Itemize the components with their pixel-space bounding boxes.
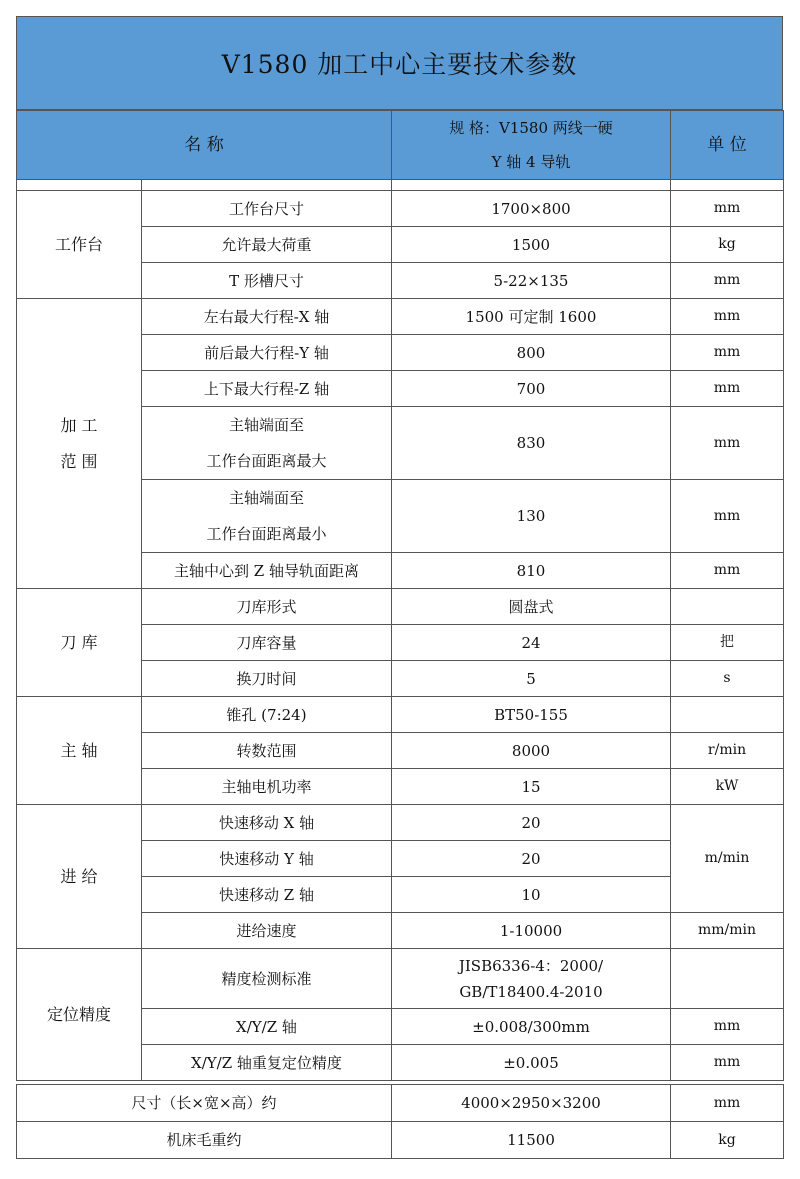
item-cell: 主轴中心到 Z 轴导轨面距离 (142, 553, 392, 589)
value-cell (392, 949, 671, 1009)
table-row (17, 191, 784, 227)
page-title: V1580 加工中心主要技术参数 (16, 16, 783, 110)
group-range-line2: 范 围 (60, 451, 98, 471)
unit-cell: 把 (671, 625, 784, 661)
value-cell: 20 (392, 805, 671, 841)
unit-cell: m/min (671, 805, 784, 913)
item-cell: 精度检测标准 (142, 949, 392, 1009)
table-row (17, 299, 784, 335)
group-spindle: 主 轴 (17, 697, 142, 805)
value-cell: 130 (392, 480, 671, 553)
unit-cell: mm (671, 191, 784, 227)
unit-cell: mm (671, 1009, 784, 1045)
item-line2: 工作台面距离最小 (206, 525, 327, 543)
item-cell (142, 407, 392, 480)
value-cell: 1-10000 (392, 913, 671, 949)
item-line1: 主轴端面至 (228, 489, 304, 507)
item-line1: 主轴端面至 (228, 416, 304, 434)
spec-sheet (16, 16, 783, 1159)
item-cell: 进给速度 (142, 913, 392, 949)
item-line2: 工作台面距离最大 (206, 452, 327, 470)
value-cell: 1500 可定制 1600 (392, 299, 671, 335)
unit-cell: s (671, 661, 784, 697)
value-cell: 810 (392, 553, 671, 589)
unit-cell: kW (671, 769, 784, 805)
unit-cell: mm (671, 263, 784, 299)
value-cell: 24 (392, 625, 671, 661)
value-cell: 5-22×135 (392, 263, 671, 299)
item-cell: 锥孔 (7:24) (142, 697, 392, 733)
unit-cell: r/min (671, 733, 784, 769)
table-row (17, 589, 784, 625)
value-cell: 4000×2950×3200 (392, 1085, 671, 1122)
spec-table (16, 110, 784, 1081)
unit-cell: mm (671, 299, 784, 335)
table-row (17, 805, 784, 841)
unit-cell: mm (671, 371, 784, 407)
spacer-row (17, 180, 784, 191)
item-cell: 刀库形式 (142, 589, 392, 625)
unit-cell: mm (671, 335, 784, 371)
footer-table (16, 1084, 784, 1159)
item-cell: 快速移动 X 轴 (142, 805, 392, 841)
header-spec-line1: 规 格：V1580 两线一硬 (449, 119, 613, 137)
item-cell: 刀库容量 (142, 625, 392, 661)
header-spec-line2: Y 轴 4 导轨 (491, 153, 571, 171)
value-cell: 圆盘式 (392, 589, 671, 625)
value-cell: BT50-155 (392, 697, 671, 733)
item-cell: 允许最大荷重 (142, 227, 392, 263)
unit-cell: mm/min (671, 913, 784, 949)
group-range (17, 299, 142, 589)
table-row (17, 1122, 784, 1159)
item-cell: 左右最大行程-X 轴 (142, 299, 392, 335)
value-line2: GB/T18400.4-2010 (459, 982, 603, 1001)
item-cell: 上下最大行程-Z 轴 (142, 371, 392, 407)
item-cell (142, 480, 392, 553)
group-range-line1: 加 工 (60, 415, 98, 435)
value-cell: ±0.005 (392, 1045, 671, 1081)
value-cell: 15 (392, 769, 671, 805)
value-cell: 830 (392, 407, 671, 480)
item-cell: 转数范围 (142, 733, 392, 769)
group-magazine: 刀 库 (17, 589, 142, 697)
value-cell: 5 (392, 661, 671, 697)
item-cell: 工作台尺寸 (142, 191, 392, 227)
value-cell: 800 (392, 335, 671, 371)
item-cell: 前后最大行程-Y 轴 (142, 335, 392, 371)
item-cell: 尺寸（长×宽×高）约 (17, 1085, 392, 1122)
item-cell: 机床毛重约 (17, 1122, 392, 1159)
unit-cell: kg (671, 1122, 784, 1159)
header-row (17, 111, 784, 180)
unit-cell (671, 949, 784, 1009)
header-unit: 单 位 (671, 111, 784, 180)
group-worktable: 工作台 (17, 191, 142, 299)
item-cell: 换刀时间 (142, 661, 392, 697)
item-cell: 快速移动 Z 轴 (142, 877, 392, 913)
value-cell: 1500 (392, 227, 671, 263)
value-cell: 1700×800 (392, 191, 671, 227)
table-row (17, 697, 784, 733)
unit-cell: mm (671, 1045, 784, 1081)
item-cell: X/Y/Z 轴 (142, 1009, 392, 1045)
unit-cell (671, 589, 784, 625)
value-cell: 11500 (392, 1122, 671, 1159)
value-cell: 20 (392, 841, 671, 877)
value-cell: 10 (392, 877, 671, 913)
unit-cell: mm (671, 407, 784, 480)
table-row (17, 1085, 784, 1122)
group-positioning: 定位精度 (17, 949, 142, 1081)
item-cell: X/Y/Z 轴重复定位精度 (142, 1045, 392, 1081)
item-cell: 主轴电机功率 (142, 769, 392, 805)
unit-cell: kg (671, 227, 784, 263)
unit-cell: mm (671, 553, 784, 589)
value-cell: ±0.008/300mm (392, 1009, 671, 1045)
unit-cell: mm (671, 1085, 784, 1122)
group-feed: 进 给 (17, 805, 142, 949)
value-cell: 8000 (392, 733, 671, 769)
unit-cell (671, 697, 784, 733)
item-cell: 快速移动 Y 轴 (142, 841, 392, 877)
unit-cell: mm (671, 480, 784, 553)
header-spec (392, 111, 671, 180)
item-cell: T 形槽尺寸 (142, 263, 392, 299)
value-line1: JISB6336-4：2000/ (458, 956, 604, 975)
value-cell: 700 (392, 371, 671, 407)
table-row (17, 949, 784, 1009)
header-name: 名 称 (17, 111, 392, 180)
